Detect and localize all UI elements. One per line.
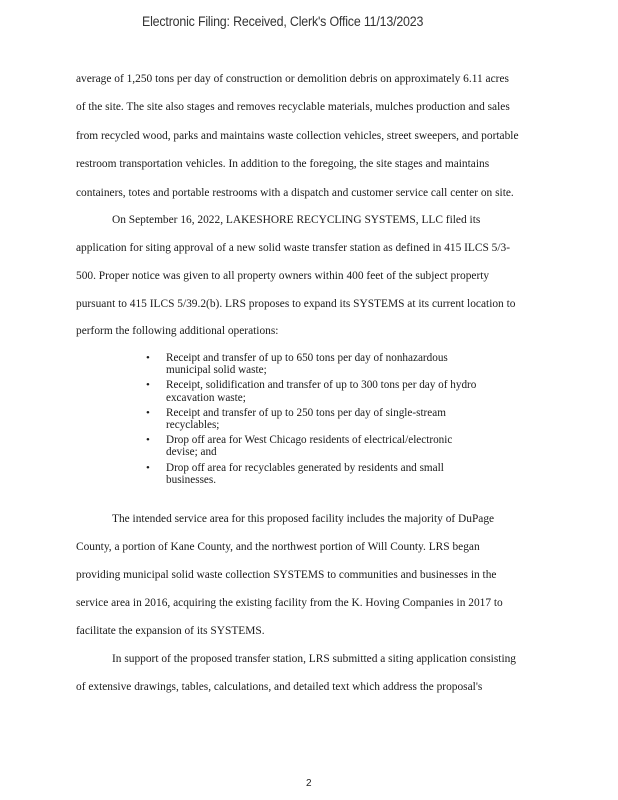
body-line: On September 16, 2022, LAKESHORE RECYCLING SYSTEMS, LLC filed its (112, 214, 481, 226)
page-number: 2 (306, 778, 312, 789)
body-line: 500. Proper notice was given to all property owners within 400 feet of the subject property (76, 270, 490, 282)
operations-list (146, 352, 506, 489)
list-item-line: municipal solid waste; (166, 364, 267, 377)
body-line: providing municipal solid waste collection SYSTEMS to communities and businesses in the (76, 569, 497, 581)
body-line: pursuant to 415 ILCS 5/39.2(b). LRS proposes to expand its SYSTEMS at its current location to (76, 298, 516, 310)
list-item-line: Drop off area for recyclables generated by residents and small (166, 461, 444, 474)
list-item (146, 352, 506, 376)
body-line: average of 1,250 tons per day of construction or demolition debris on approximately 6.11 acres (76, 73, 509, 85)
body-line: facilitate the expansion of its SYSTEMS. (76, 625, 265, 637)
body-line: restroom transportation vehicles. In addition to the foregoing, the site stages and maintains (76, 158, 490, 170)
body-line: The intended service area for this proposed facility includes the majority of DuPage (112, 513, 495, 525)
list-item (146, 379, 506, 403)
list-item-line: Receipt and transfer of up to 250 tons per day of single-stream (166, 406, 446, 419)
body-line: containers, totes and portable restrooms with a dispatch and customer service call center on site. (76, 187, 514, 199)
body-line: perform the following additional operations: (76, 325, 279, 337)
list-item-line: businesses. (166, 473, 217, 486)
filing-stamp: Electronic Filing: Received, Clerk's Office 11/13/2023 (142, 14, 424, 29)
list-item (146, 434, 506, 458)
list-item-line: excavation waste; (166, 391, 246, 404)
body-line: County, a portion of Kane County, and the northwest portion of Will County. LRS began (76, 541, 480, 553)
bullet-icon: • (146, 434, 150, 447)
list-item (146, 407, 506, 431)
body-line: application for siting approval of a new solid waste transfer station as defined in 415 ILCS 5/3- (76, 242, 511, 254)
list-item-line: Receipt, solidification and transfer of up to 300 tons per day of hydro (166, 379, 477, 392)
list-item-line: Receipt and transfer of up to 650 tons per day of nonhazardous (166, 352, 448, 364)
body-line: of the site. The site also stages and removes recyclable materials, mulches production and sales (76, 101, 510, 113)
bullet-icon: • (146, 352, 150, 364)
list-item-line: devise; and (166, 446, 217, 459)
list-item-line: Drop off area for West Chicago residents of electrical/electronic (166, 434, 453, 447)
body-line: from recycled wood, parks and maintains waste collection vehicles, street sweepers, and portable (76, 130, 519, 142)
list-item (146, 462, 506, 486)
body-line: service area in 2016, acquiring the existing facility from the K. Hoving Companies in 2017 to (76, 597, 503, 609)
bullet-icon: • (146, 379, 150, 392)
body-line: In support of the proposed transfer station, LRS submitted a siting application consisting (112, 653, 516, 665)
bullet-icon: • (146, 461, 150, 474)
body-line: of extensive drawings, tables, calculations, and detailed text which address the proposal's (76, 681, 483, 693)
list-item-line: recyclables; (166, 419, 220, 432)
bullet-icon: • (146, 406, 150, 419)
